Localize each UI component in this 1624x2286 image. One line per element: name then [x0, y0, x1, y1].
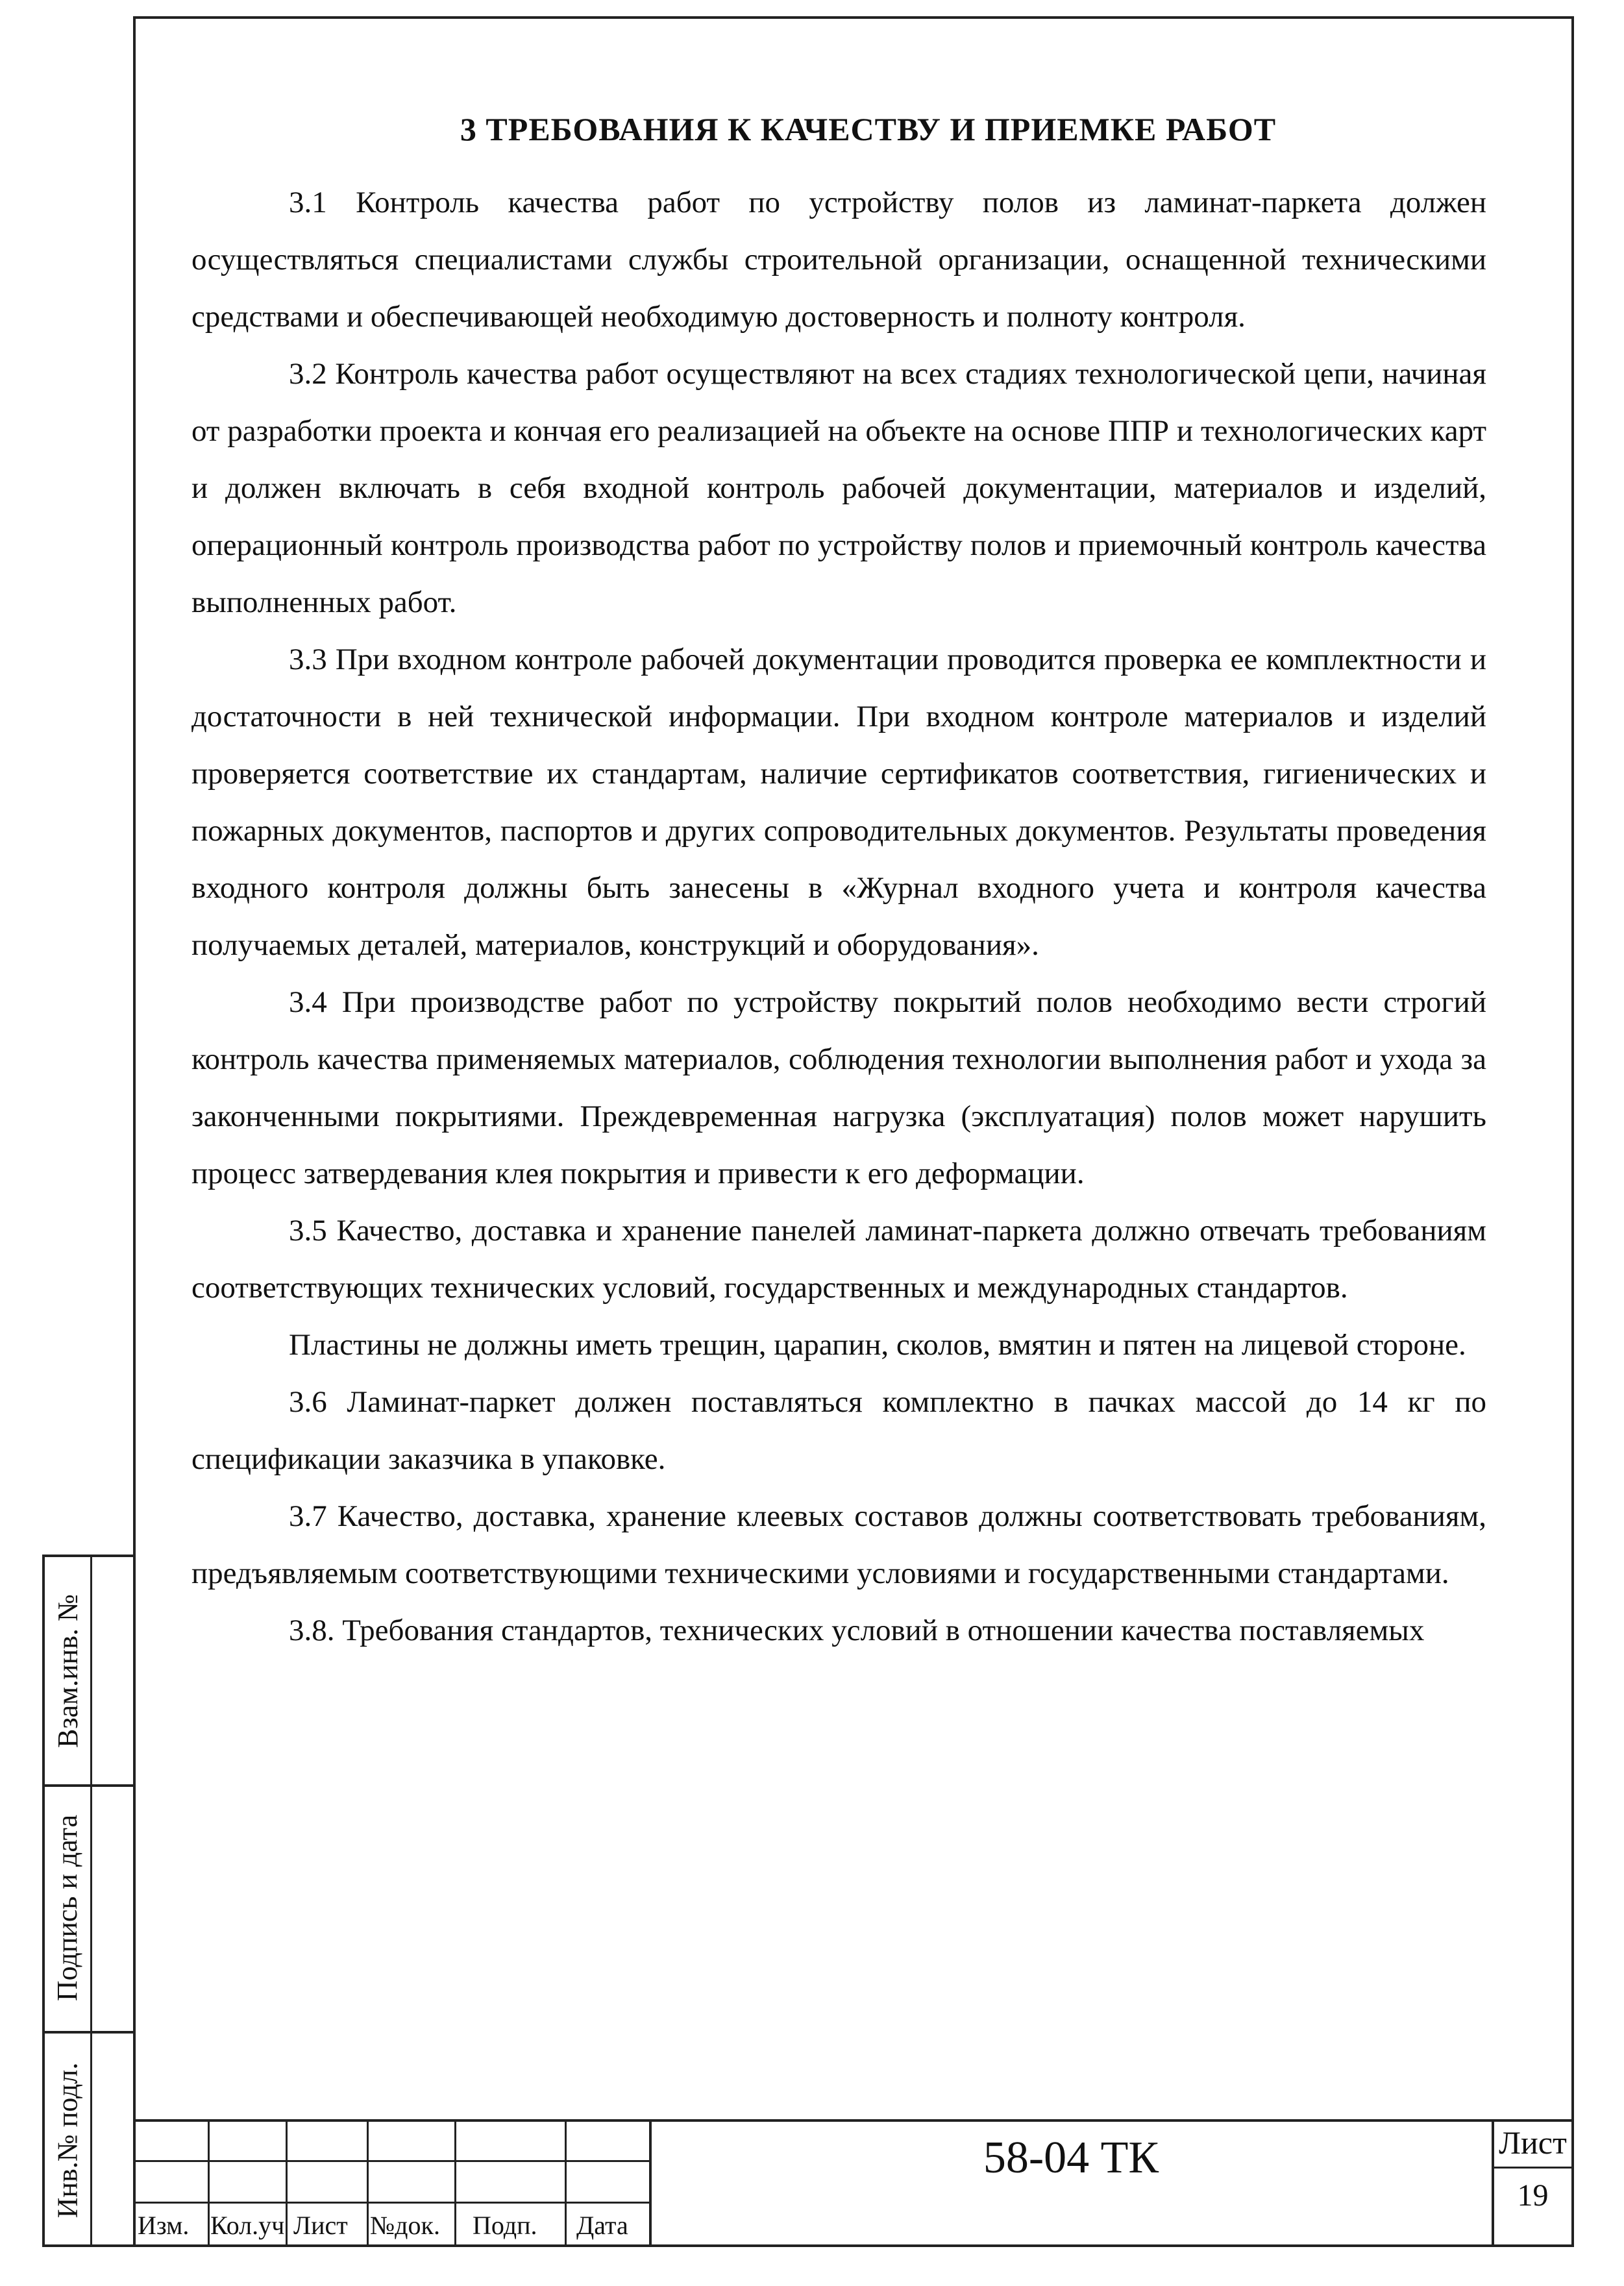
grid-row-line [133, 2160, 649, 2162]
paragraph: 3.1 Контроль качества работ по устройству полов из ламинат-паркета должен осуществляться специалистами службы строительной организации, оснащенной техническими средствами и обеспечивающей необходимую достоверность и полноту контроля. [191, 186, 1486, 334]
sheet-number: 19 [1517, 2178, 1549, 2213]
col-podp-label: Подп. [473, 2211, 537, 2240]
document-code: 58-04 ТК [983, 2133, 1159, 2183]
col-izm-label: Изм. [138, 2211, 190, 2240]
sheet-row-line [1492, 2167, 1574, 2169]
paragraph: 3.7 Качество, доставка, хранение клеевых составов должны соответствовать требованиям, предъявляемым соответствующими техническими условиями и государственными стандартами. [191, 1499, 1486, 1590]
grid-col-line [454, 2119, 456, 2247]
paragraph: 3.5 Качество, доставка и хранение панелей ламинат-паркета должно отвечать требованиям соответствующих технических условий, государственных и международных стандартов. [191, 1214, 1486, 1305]
replace-inv-cell [45, 1557, 90, 1784]
side-divider [90, 1557, 92, 2244]
paragraph: Пластины не должны иметь трещин, царапин, сколов, вмятин и пятен на лицевой стороне. [289, 1328, 1466, 1362]
sheet-label: Лист [1499, 2124, 1567, 2161]
grid-col-line [286, 2119, 288, 2247]
side-stamp-column [42, 1555, 133, 2247]
col-doc-label: №док. [370, 2211, 440, 2240]
document-body [191, 110, 1486, 1659]
section-heading: 3 ТРЕБОВАНИЯ К КАЧЕСТВУ И ПРИЕМКЕ РАБОТ [460, 111, 1277, 147]
paragraph: 3.4 При производстве работ по устройству покрытий полов необходимо вести строгий контроль качества применяемых материалов, соблюдения технологии выполнения работ и ухода за законченными покрытиями. Преждевременная нагрузка (эксплуатация) полов может нарушить процесс затвердевания клея покрытия и привести к его деформации. [191, 985, 1486, 1190]
grid-col-line [208, 2119, 210, 2247]
inv-orig-label: Инв.№ подл. [51, 2062, 84, 2218]
grid-col-line [649, 2119, 652, 2247]
grid-row-line [133, 2202, 649, 2204]
paragraph: 3.6 Ламинат-паркет должен поставляться комплектно в пачках массой до 14 кг по спецификации заказчика в упаковке. [191, 1385, 1486, 1476]
col-kol-label: Кол.уч [210, 2211, 285, 2240]
paragraph: 3.3 При входном контроле рабочей документации проводится проверка ее комплектности и достаточности в ней технической информации. При входном контроле материалов и изделий проверяется соответствие их стандартам, наличие сертификатов соответствия, гигиенических и пожарных документов, паспортов и других сопроводительных документов. Результаты проведения входного контроля должны быть занесены в «Журнал входного учета и контроля качества получаемых деталей, материалов, конструкций и оборудования». [191, 643, 1486, 962]
inv-orig-cell [45, 2031, 90, 2250]
grid-col-line [565, 2119, 567, 2247]
sign-date-label: Подпись и дата [51, 1814, 84, 2001]
paragraph: 3.2 Контроль качества работ осуществляют на всех стадиях технологической цепи, начиная от разработки проекта и кончая его реализацией на объекте на основе ППР и технологических карт и должен включать в себя входной контроль рабочей документации, материалов и изделий, операционный контроль производства работ по устройству полов и приемочный контроль качества выполненных работ. [191, 357, 1486, 619]
sign-date-cell [45, 1784, 90, 2031]
paragraph: 3.8. Требования стандартов, технических условий в отношении качества поставляемых [289, 1614, 1425, 1647]
grid-col-line [367, 2119, 369, 2247]
col-date-label: Дата [576, 2211, 628, 2240]
title-block-top-border [133, 2119, 1574, 2122]
replace-inv-label: Взам.инв. № [51, 1593, 84, 1748]
col-list-label: Лист [293, 2211, 348, 2240]
